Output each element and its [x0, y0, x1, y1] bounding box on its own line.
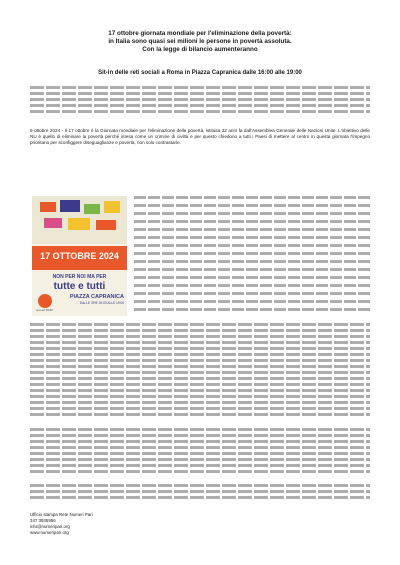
logo-text: numeri PARI	[36, 308, 53, 312]
press-email[interactable]: info@numeripari.org	[30, 524, 70, 529]
press-contact	[30, 512, 93, 536]
poster-slogan-small: NON PER NOI MA PER	[52, 274, 107, 280]
event-poster	[32, 196, 127, 316]
body-column-text	[134, 196, 370, 316]
press-office: Ufficio stampa Rete Numeri Pari	[30, 512, 93, 517]
title-line-2: in Italia sono quasi sei milioni le persone in povertà assoluta.	[108, 38, 292, 45]
lead-paragraph	[30, 86, 370, 116]
numeri-pari-logo	[38, 294, 52, 308]
poster-place: PIAZZA CAPRANICA	[69, 294, 124, 300]
paragraph-1: 9 ottobre 2024 - Il 17 ottobre è la Giornata mondiale per l'eliminazione delle povertà, istituita 32 anni fa dall'Assemblea Generale delle Nazioni Unite. L'obiettivo delle NU è quello di eliminare la povertà perché intesa come un crimine di civiltà e per questo chiedono a tutti i Paesi di mettere al centro in questa giornata l'impegno prioritario per sconfiggere diseguaglianze e povertà, non solo contrastarle.	[30, 128, 370, 145]
poster-place-time: DALLE ORE 16:00 ALLE 19:00	[79, 301, 124, 305]
paragraph-3	[30, 428, 370, 476]
title-line-1: 17 ottobre giornata mondiale per l'eliminazione della povertà:	[108, 30, 292, 37]
title-line-3: Con la legge di bilancio aumenteranno	[142, 46, 258, 53]
press-phone: 347 3935956	[30, 518, 56, 523]
paragraph-4	[30, 484, 370, 502]
poster-date: 17 OTTOBRE 2024	[40, 251, 119, 261]
poster-slogan-big: tutte e tutti	[53, 281, 106, 292]
press-release-title	[30, 30, 370, 54]
sit-in-announcement: Sit-in delle reti sociali a Roma in Piazza Capranica dalle 16:00 alle 19:00	[98, 70, 302, 76]
paragraph-2	[30, 323, 370, 419]
press-website[interactable]: www.numeripari.org	[30, 530, 69, 535]
